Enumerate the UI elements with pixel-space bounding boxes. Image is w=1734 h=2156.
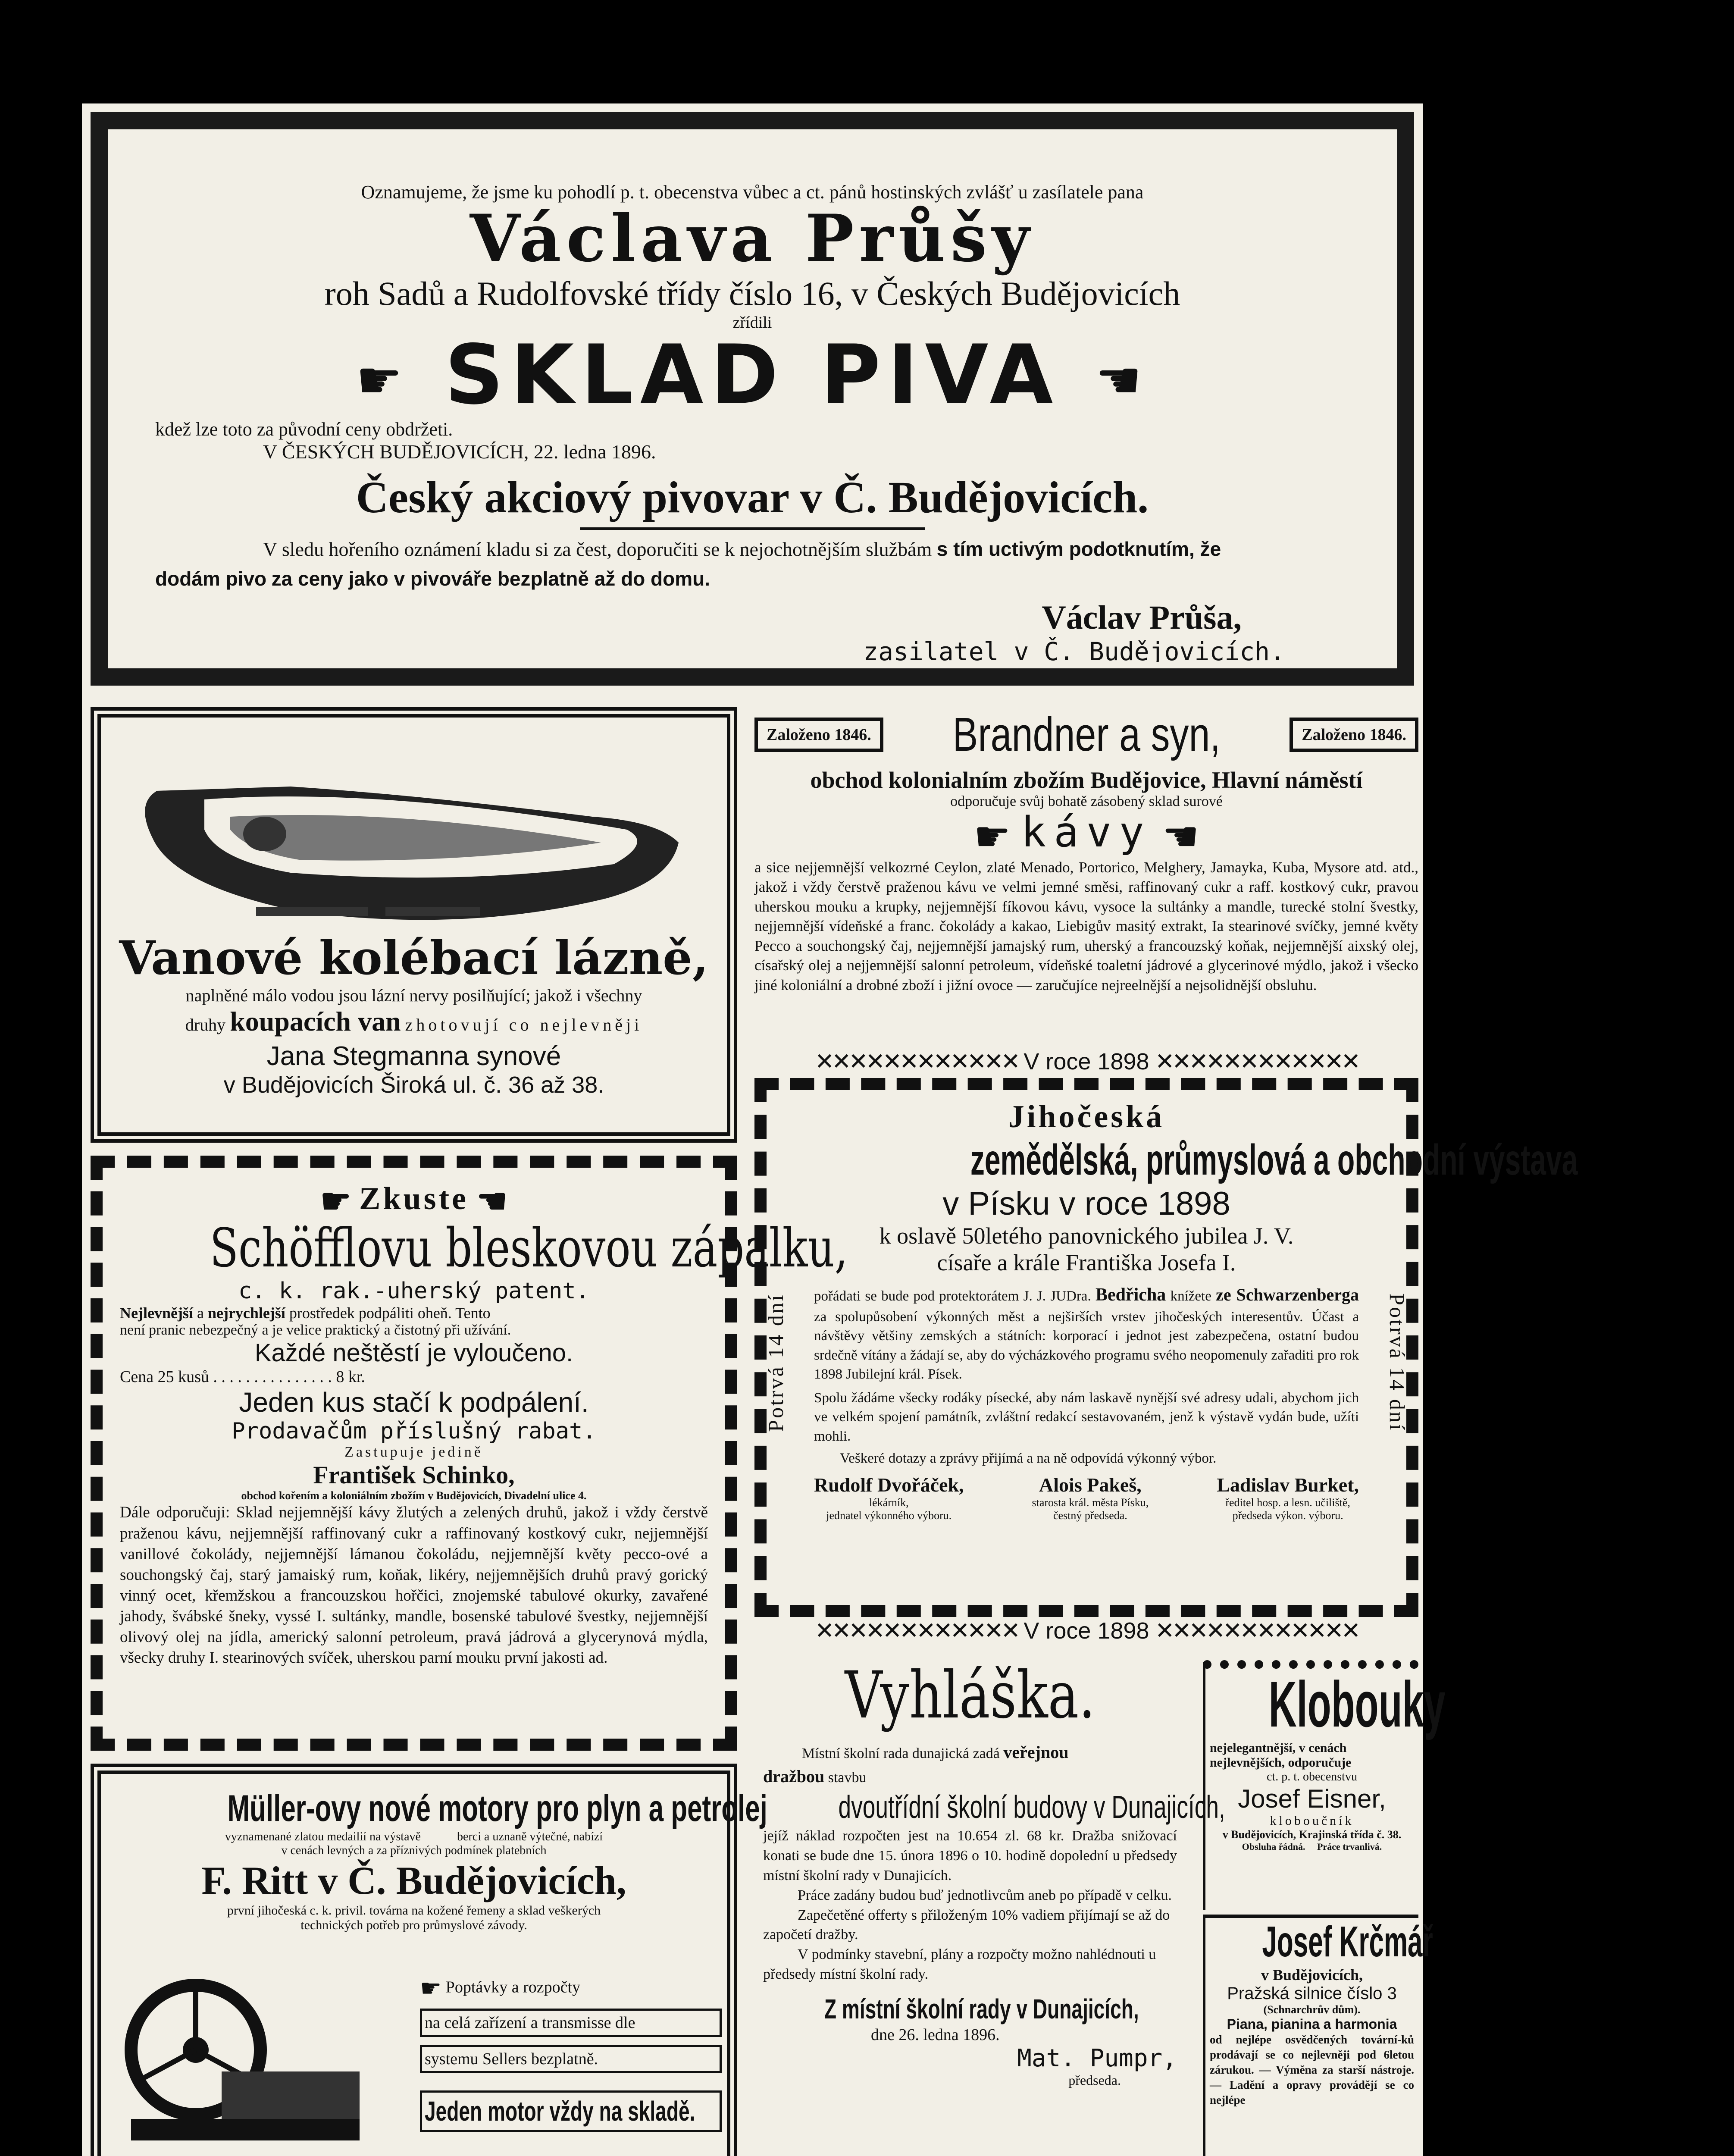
expo-year-top xyxy=(754,1048,1418,1075)
pointing-hand-left-icon: ☚ xyxy=(476,1183,508,1221)
expo-p1e: za spolupůsobení výkonných měst a nejširších vrstev jihočeských interesentův. Účast a návštěvy většiny zemských a státních: korporací i jednot jest zabezpečena, ostatní budou srdečně vítány a žádají se, aby do výcházkového programu svého neopomenuly zařaditi pro rok 1898 Jubilejní král. Písek. xyxy=(814,1309,1359,1382)
motors-q1: Poptávky a rozpočty xyxy=(445,1978,581,1996)
vyhlaska-sign: Mat. Pumpr, xyxy=(1017,2044,1177,2073)
hats-l2: nejlevnějších, odporučuje xyxy=(1210,1755,1352,1770)
motors-title-text: Müller-ovy nové motory pro plyn a petrolej xyxy=(227,1788,767,1829)
piano-l2: Pražská silnice číslo 3 xyxy=(1227,1984,1397,2003)
expo-t5: císaře a krále Františka Josefa I. xyxy=(937,1250,1236,1275)
motors-q1-row xyxy=(420,1977,722,2001)
motors-ad xyxy=(91,1764,767,2156)
expo-x-border-right2: ✕✕✕✕✕✕✕✕✕✕✕✕ xyxy=(1155,1618,1358,1644)
expo-t2 xyxy=(814,1135,1578,1185)
piano-l4: Piana, pianina a harmonia xyxy=(1227,2016,1397,2032)
vyhlaska-title xyxy=(763,1660,1177,1732)
engine-svg xyxy=(122,1964,364,2156)
matches-desc1c: nejrychlejší xyxy=(207,1304,285,1322)
baths-address: v Budějovicích Široká ul. č. 36 až 38. xyxy=(223,1072,604,1098)
vyhlaska-school-text: dvoutřídní školní budovy v Dunajicích, xyxy=(838,1789,1225,1825)
expo-year-top-text: V roce 1898 xyxy=(1023,1049,1149,1075)
piano-l3: (Schnarchrův dům). xyxy=(1263,2003,1361,2016)
vyhlaska-p1 xyxy=(763,1740,1177,1789)
hats-l3: ct. p. t. obecenstvu xyxy=(1267,1770,1357,1783)
notice-para-c: dodám pivo xyxy=(155,567,267,590)
pointing-hand-icon: ☛ xyxy=(356,350,410,411)
motors-q2: na celá zařízení a transmisse dle xyxy=(420,2009,722,2037)
expo-s3-role: ředitel hosp. a lesn. učiliště, xyxy=(1225,1496,1350,1509)
expo-t2-text: zemědělská, průmyslová a obchodní výstava xyxy=(970,1136,1578,1184)
expo-side-left-text: Potrvá 14 dní xyxy=(764,1293,788,1432)
notice-sign-name: Václav Průša, xyxy=(1042,598,1242,636)
expo-x-border-right: ✕✕✕✕✕✕✕✕✕✕✕✕ xyxy=(1155,1049,1358,1075)
motors-sub1-gap xyxy=(424,1830,454,1843)
matches-price-dots: . . . . . . . . . . . . . . . xyxy=(213,1368,336,1386)
brandner-body: a sice nejjemnější velkozrné Ceylon, zlaté Menado, Portorico, Melghery, Jamayka, Kuba, Mysore atd. atd., jakož i vždy čerstvě praženou kávu ve velmi jemné směsi, raffinovaný cukr a raff. kostkový cukr, pravou uherskou mouku a krupky, nejjemnější fíkovou kávu, vysoce la sultánky a mandle, turecké stolní švestky, nejjemnější vídeňské a franc. čokolády a kakao, Liebigův masitý extrakt, Ia stearinové svíčky, jemné květy Pecco a souchongský čaj, nejjemnější jamajský rum, uherský a francouzský koňak, nejjemnější aixský olej, císařský olej a nejjemnější salonní petroleum, vídeňské toaletní jádrové a glycerinové mýdlo, jakož i všecko jiné koloniální a drobné zboží i jižní ovoce — zaručujíce nejreelnější a nejsolidnější obsluhu. xyxy=(754,859,1418,993)
pointing-hand-icon: ☛ xyxy=(973,813,1011,860)
baths-ad xyxy=(91,707,737,1143)
matches-body: Dále odporučuji: Sklad nejjemnější kávy žlutých a zelených druhů, jakož i vždy čerstvě praženou kávu, nejjemnější raffinovaný cukr a raffinovaný kostkový cukr, nejjemnější vanillové čokolády, nejjemnější lámanou čokoládu, nejjemnější květy pecco-ové a souchongský čaj, starý jamaiský rum, koňak, likéry, nejjemnějších druhů pravý gorický vinný ocet, křemžskou a francouzskou hořčici, znojemské tabulové okurky, zavařené jahody, švábské šneky, vyssé I. sultánky, mandle, bosenské tabulové švestky, nejjemnější olivový olej na jídla, americký salonní petroleum, pravá jádrová a glycerynová mýdla, všecky druhy I. stearinových svíček, uherskou parní mouku první jakosti ad. xyxy=(120,1504,708,1667)
matches-agent-address: obchod kořením a koloniálním zbožím v Budějovicích, Divadelní ulice 4. xyxy=(241,1489,587,1502)
expo-year-bottom-text: V roce 1898 xyxy=(1023,1618,1149,1644)
vyhlaska-p1b: veřejnou xyxy=(1003,1742,1069,1762)
brandner-est-left: Založeno 1846. xyxy=(754,718,883,752)
vyhlaska-p3: Práce zadány budou buď jednotlivcům aneb po případě v celku. xyxy=(798,1887,1172,1903)
matches-desc1b: a xyxy=(197,1304,204,1322)
motors-sub2: v cenách levných a za příznivých podmínek platebních xyxy=(281,1844,547,1857)
hats-name: Josef Eisner, xyxy=(1238,1784,1386,1813)
vyhlaska-p4: Zapečetěné offerty s přiloženým 10% vadiem přijímají se až do započetí dražby. xyxy=(763,1907,1170,1943)
baths-firm: Jana Stegmanna synové xyxy=(266,1041,561,1071)
motors-title xyxy=(122,1787,767,1830)
vyhlaska-from xyxy=(763,1993,1177,2025)
motors-desc1: první jihočeská c. k. privil. továrna na kožené řemeny a sklad veškerých xyxy=(227,1903,601,1918)
piano-name xyxy=(1210,1918,1433,1966)
vyhlaska-school xyxy=(763,1789,1225,1826)
expo-s1-role: lékárník, xyxy=(869,1496,909,1509)
notice-company: Český akciový pivovar v Č. Budějovicích. xyxy=(356,472,1149,522)
baths-line2c: zhotovují co nejlevněji xyxy=(405,1015,643,1034)
expo-s3-function: předseda výkon. výboru. xyxy=(1232,1509,1343,1522)
newspaper-page xyxy=(82,103,1578,2156)
matches-patent: c. k. rak.-uherský patent. xyxy=(238,1278,589,1304)
notice-name: Václava Průšy xyxy=(469,201,1035,276)
pointing-hand-icon: ☛ xyxy=(320,1183,351,1221)
motors-desc2: technických potřeb pro průmyslové závody. xyxy=(300,1918,527,1932)
expo-p1b: Bedřicha xyxy=(1095,1285,1166,1305)
vyhlaska-title-text: Vyhláška. xyxy=(845,1658,1095,1733)
vyhlaska-p1c: dražbou xyxy=(763,1767,825,1786)
matches-one: Jeden kus stačí k podpálení. xyxy=(239,1387,589,1418)
expo-s3-name: Ladislav Burket, xyxy=(1217,1473,1359,1496)
brandner-coffee-row xyxy=(754,810,1418,858)
expo-s1-name: Rudolf Dvořáček, xyxy=(814,1473,964,1496)
notice-divider xyxy=(580,527,925,530)
matches-desc1d: prostředek podpáliti oheň. Tento xyxy=(289,1304,491,1322)
vyhlaska-date: dne 26. ledna 1896. xyxy=(871,2026,1000,2044)
notice-price: kdež lze toto za původní ceny obdržeti. xyxy=(155,418,453,440)
expo-sign-1 xyxy=(814,1473,964,1522)
sklad-piva-ad xyxy=(91,112,1414,686)
piano-l5: od nejlépe osvědčených tovární-ků prodávají se co nejlevněji pod 6letou zárukou. — Výměna za starší nástroje. — Ladění a opravy provádějí se co nejlépe xyxy=(1210,2033,1414,2107)
hats-trade: kloboučník xyxy=(1270,1814,1354,1828)
motors-sub1 xyxy=(122,1830,705,1844)
baths-line2a: druhy xyxy=(185,1015,226,1034)
expo-p1d: ze Schwarzenberga xyxy=(1216,1285,1359,1304)
brandner-name xyxy=(919,707,1254,762)
vyhlaska-notice xyxy=(754,1658,1225,2156)
hats-addr: v Budějovicích, Krajinská třída č. 38. xyxy=(1222,1828,1402,1841)
notice-para-d: za ceny jako v pivováře bezplatně až do domu. xyxy=(271,567,711,590)
motors-firm: F. Ritt v Č. Budějovicích, xyxy=(201,1858,626,1902)
baths-title: Vanové kolébací lázně, xyxy=(119,931,709,985)
hats-l1: nejelegantnější, v cenách xyxy=(1210,1741,1347,1755)
brandner-line1: obchod kolonialním zbožím Budějovice, Hlavní náměstí xyxy=(810,767,1363,793)
expo-ad xyxy=(754,1048,1578,1647)
matches-title-text: Schöfflovu bleskovou zápalku, xyxy=(210,1217,848,1280)
expo-s2-function: čestný předseda. xyxy=(1053,1509,1127,1522)
matches-price-b: 8 kr. xyxy=(336,1368,365,1386)
hats-f1: Obsluha řádná. xyxy=(1242,1841,1305,1852)
bathtub-illustration xyxy=(118,743,713,929)
expo-t1: Jihočeská xyxy=(1008,1099,1165,1134)
expo-x-border-left: ✕✕✕✕✕✕✕✕✕✕✕✕ xyxy=(814,1049,1018,1075)
notice-dateline: V ČESKÝCH BUDĚJOVICÍCH, 22. ledna 1896. xyxy=(263,440,656,463)
matches-price xyxy=(120,1367,708,1386)
expo-x-border-left2: ✕✕✕✕✕✕✕✕✕✕✕✕ xyxy=(814,1618,1018,1644)
motors-stock xyxy=(420,2090,722,2132)
notice-para xyxy=(155,534,1349,594)
expo-t4: k oslavě 50letého panovnického jubilea J. V. xyxy=(879,1223,1294,1249)
brandner-coffee: kávy xyxy=(1021,808,1152,856)
motor-engine-illustration xyxy=(122,1964,364,2156)
expo-p1a: pořádati se bude pod protektorátem J. J. JUDra. xyxy=(814,1288,1091,1304)
matches-desc1a: Nejlevnější xyxy=(120,1304,193,1322)
notice-established: zřídili xyxy=(732,313,772,332)
notice-headline-row xyxy=(155,327,1349,423)
pointing-hand-left-icon: ☚ xyxy=(1095,350,1149,411)
hats-f2: Práce trvanlivá. xyxy=(1317,1841,1382,1852)
motors-sub1b: berci a uznaně výtečné, nabízí xyxy=(457,1830,603,1843)
motors-stock-text: Jeden motor vždy na skladě. xyxy=(425,2096,695,2127)
notice-address: roh Sadů a Rudolfovské třídy číslo 16, v Českých Budějovicích xyxy=(324,275,1180,312)
brandner-header xyxy=(754,707,1418,762)
expo-side-right xyxy=(1384,1212,1410,1514)
matches-desc1 xyxy=(120,1304,708,1322)
notice-sign-title: zasilatel v Č. Budějovicích. xyxy=(863,636,1285,666)
matches-price-a: Cena 25 kusů xyxy=(120,1368,209,1386)
brandner-est-right: Založeno 1846. xyxy=(1290,718,1418,752)
motors-sub1a: vyznamenané zlatou medailií na výstavě xyxy=(225,1830,421,1843)
matches-rabat: Prodavačům příslušný rabat. xyxy=(232,1418,596,1445)
matches-rep: Zastupuje jedině xyxy=(344,1444,483,1460)
matches-agent: František Schinko, xyxy=(313,1461,515,1489)
vyhlaska-from-text: Z místní školní rady v Dunajicích, xyxy=(824,1993,1139,2025)
expo-side-right-text: Potrvá 14 dní xyxy=(1385,1293,1409,1432)
hats-title-text: Klobouky xyxy=(1268,1668,1446,1740)
hats-footer xyxy=(1210,1841,1414,1852)
matches-try: Zkuste xyxy=(359,1181,469,1216)
hats-title xyxy=(1210,1668,1446,1741)
expo-year-bottom xyxy=(754,1617,1418,1644)
notice-intro: Oznamujeme, že jsme ku pohodlí p. t. obecenstva vůbec a ct. pánů hostinských zvlášť u zasílatele pana xyxy=(361,182,1144,203)
expo-p2: Spolu žádáme všecky rodáky písecké, aby nám laskavě nynější své adresy udali, abychom jich ve velkém spojení památník, zvláštní redakcí sestavovaném, jenž k výstavě vydán bude, užíti mohli. xyxy=(814,1390,1359,1444)
baths-line2 xyxy=(118,1006,710,1037)
vyhlaska-p1a: Místní školní rada dunajická zadá xyxy=(802,1745,1000,1761)
piano-ad xyxy=(1203,1915,1433,2156)
notice-para-b: s tím uctivým podotknutím, že xyxy=(936,537,1221,560)
baths-line1: naplněné málo vodou jsou lázní nervy posilňující; jakož i všechny xyxy=(185,986,642,1005)
piano-l1: v Budějovicích, xyxy=(1261,1966,1363,1984)
hats-ad xyxy=(1203,1660,1446,1910)
expo-p1 xyxy=(814,1283,1359,1384)
baths-line2b: koupacích van xyxy=(230,1006,401,1037)
matches-safe: Každé neštěstí je vyloučeno. xyxy=(254,1339,573,1367)
expo-t3: v Písku v roce 1898 xyxy=(942,1185,1230,1222)
matches-title xyxy=(120,1217,848,1280)
expo-signatures xyxy=(814,1473,1359,1522)
expo-s2-name: Alois Pakeš, xyxy=(1039,1473,1142,1496)
matches-desc2: není pranic nebezpečný a je velice praktický a čistotný při užívání. xyxy=(120,1322,511,1338)
vyhlaska-p2: jejíž náklad rozpočten jest na 10.654 zl. 68 kr. Dražba snižovací konati se bude dne 15. února 1896 o 10. hodině dopolední u předsedy místní školní rady v Dunajicích. xyxy=(763,1828,1177,1883)
motors-query xyxy=(420,1977,722,2132)
vyhlaska-sign-title: předseda. xyxy=(1068,2072,1121,2088)
pointing-hand-icon: ☛ xyxy=(420,1975,442,2002)
vyhlaska-p1d: stavbu xyxy=(828,1770,867,1786)
expo-sign-3 xyxy=(1217,1473,1359,1522)
notice-para-a: V sledu hořeního oznámení kladu si za čest, doporučiti se k nejochotnějším službám xyxy=(263,538,932,560)
expo-s2-role: starosta král. města Písku, xyxy=(1032,1496,1149,1509)
expo-s1-function: jednatel výkonného výboru. xyxy=(826,1509,952,1522)
brandner-name-text: Brandner a syn, xyxy=(952,708,1221,761)
piano-name-text: Josef Krčmář xyxy=(1262,1918,1433,1966)
pointing-hand-left-icon: ☚ xyxy=(1162,813,1199,860)
expo-p1c: knížete xyxy=(1170,1288,1211,1304)
notice-headline: SKLAD PIVA xyxy=(444,327,1060,423)
expo-frame xyxy=(754,1078,1578,1617)
vyhlaska-p5: V podmínky stavební, plány a rozpočty možno nahlédnouti u předsedy místní školní rady. xyxy=(763,1946,1156,1983)
brandner-ad xyxy=(754,707,1418,1044)
expo-side-left xyxy=(763,1212,789,1514)
expo-sign-2 xyxy=(1032,1473,1149,1522)
motors-q3: systemu Sellers bezplatně. xyxy=(420,2045,722,2073)
matches-try-row xyxy=(120,1181,708,1219)
brandner-line2: odporučuje svůj bohatě zásobený sklad surové xyxy=(950,793,1223,809)
expo-p3: Veškeré dotazy a zprávy přijímá a na ně odpovídá výkonný výbor. xyxy=(840,1450,1217,1466)
